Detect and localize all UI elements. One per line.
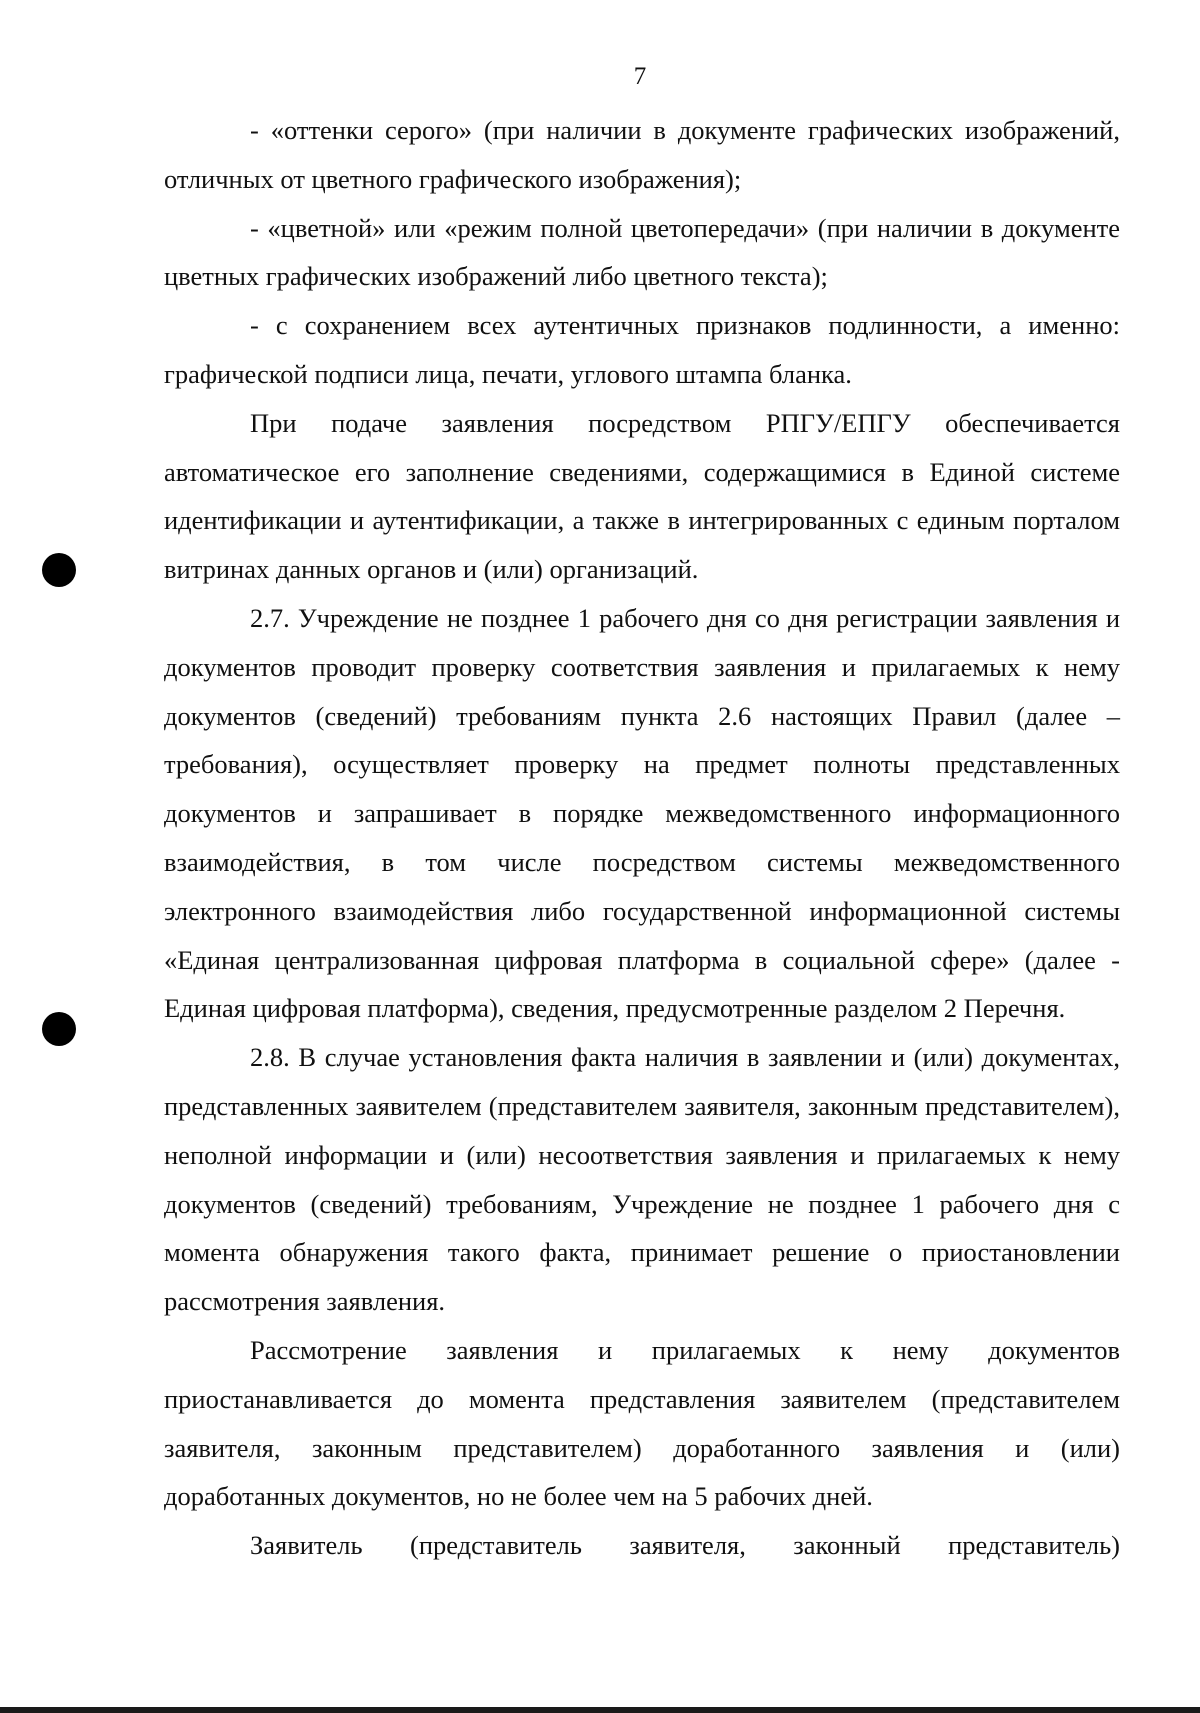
paragraph-section-2-7: 2.7. Учреждение не позднее 1 рабочего дня со дня регистрации заявления и документов проводит проверку соответствия заявления и прилагаемых к нему документов (сведений) требованиям пункта 2.6 настоящих Правил (далее – требования), осуществляет проверку на предмет полноты представленных документов и запрашивает в порядке межведомственного информационного взаимодействия, в том числе посредством системы межведомственного электронного взаимодействия либо государственной информационной системы «Единая централизованная цифровая платформа в социальной сфере» (далее - Единая цифровая платформа), сведения, предусмотренные разделом 2 Перечня.: [164, 602, 1120, 1024]
paragraph-section-2-8: 2.8. В случае установления факта наличия в заявлении и (или) документах, представленных заявителем (представителем заявителя, законным представителем), неполной информации и (или) несоответствия заявления и прилагаемых к нему документов (сведений) требованиям, Учреждение не позднее 1 рабочего дня с момента обнаружения такого факта, принимает решение о приостановлении рассмотрения заявления.: [164, 1042, 1120, 1317]
punch-hole-top: [42, 553, 76, 587]
page-number: 7: [633, 63, 647, 90]
paragraph-color-mode: - «цветной» или «режим полной цветопередачи» (при наличии в документе цветных графических изображений либо цветного текста);: [164, 212, 1120, 292]
paragraph-grayscale-mode: - «оттенки серого» (при наличии в документе графических изображений, отличных от цветного графического изображения);: [164, 115, 1120, 194]
document-body: [164, 106, 1120, 1570]
paragraph-suspension: Рассмотрение заявления и прилагаемых к нему документов приостанавливается до момента представления заявителем (представителем заявителя, законным представителем) доработанного заявления и (или) доработанных документов, но не более чем на 5 рабочих дней.: [164, 1334, 1120, 1512]
paragraph-rpgu-autofill: При подаче заявления посредством РПГУ/ЕПГУ обеспечивается автоматическое его заполнение сведениями, содержащимися в Единой системе идентификации и аутентификации, а также в интегрированных с единым порталом витринах данных органов и (или) организаций.: [164, 407, 1120, 585]
paragraph-authenticity-signs: - с сохранением всех аутентичных признаков подлинности, а именно: графической подписи лица, печати, углового штампа бланка.: [164, 310, 1120, 389]
punch-hole-bottom: [42, 1012, 76, 1046]
scan-edge-line: [0, 1707, 1200, 1713]
paragraph-applicant: Заявитель (представитель заявителя, законный представитель): [250, 1530, 1120, 1561]
